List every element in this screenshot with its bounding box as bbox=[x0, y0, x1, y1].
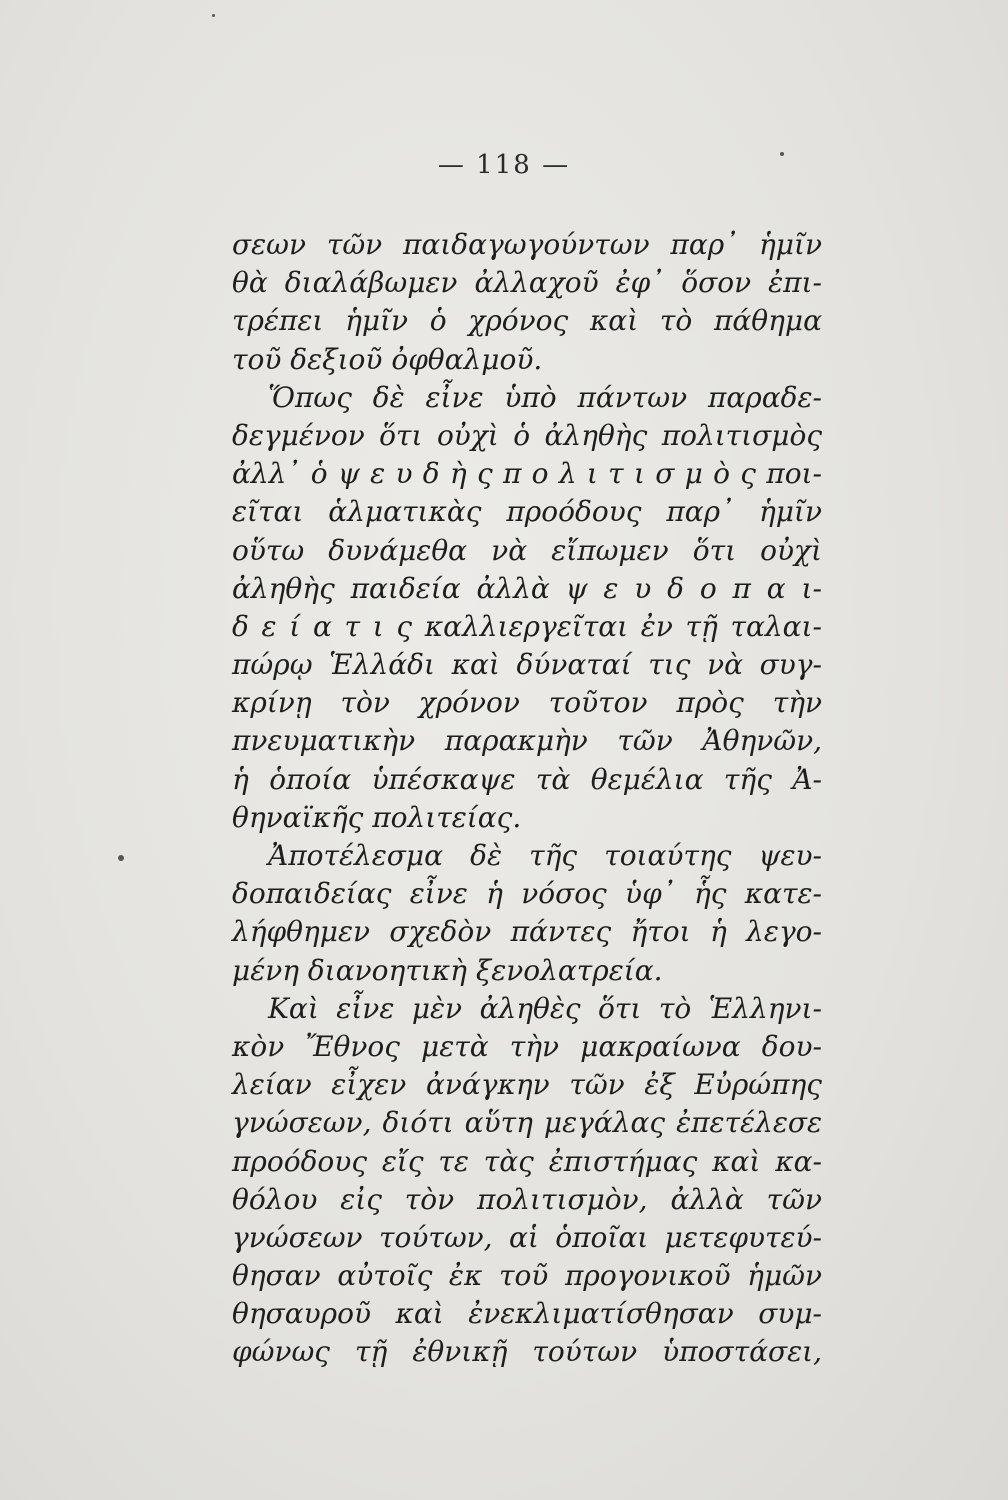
text-line: ἀλλ᾽ ὁ ψ ε υ δ ὴ ς π ο λ ι τ ι σ μ ὸ ς ποι- bbox=[232, 457, 822, 491]
text-line: κὸν Ἔθνος μετὰ τὴν μακραίωνα δου- bbox=[232, 1029, 822, 1063]
text-line: θηναϊκῆς πολιτείας. bbox=[232, 800, 522, 834]
text-line: Καὶ εἶνε μὲν ἀληθὲς ὅτι τὸ Ἑλληνι- bbox=[268, 991, 822, 1025]
page-number: — 118 — bbox=[437, 150, 571, 180]
text-line: Ἀποτέλεσμα δὲ τῆς τοιαύτης ψευ- bbox=[268, 839, 822, 872]
text-line: δ ε ί α τ ι ς καλλιεργεῖται ἐν τῇ ταλαι- bbox=[232, 609, 822, 643]
text-line: δεγμένον ὅτι οὐχὶ ὁ ἀληθὴς πολιτισμὸς bbox=[232, 418, 822, 452]
paper-speck bbox=[212, 14, 215, 17]
text-line: εῖται ἁλματικὰς προόδους παρ᾽ ἡμῖν bbox=[232, 495, 822, 529]
body-text bbox=[232, 226, 822, 1372]
text-line: τοῦ δεξιοῦ ὀφθαλμοῦ. bbox=[232, 342, 543, 376]
text-line: πώρῳ Ἑλλάδι καὶ δύναταί τις νὰ συγ- bbox=[232, 648, 822, 682]
text-line: Ὅπως δὲ εἶνε ὑπὸ πάντων παραδε- bbox=[268, 380, 822, 414]
text-line: σεων τῶν παιδαγωγούντων παρ᾽ ἡμῖν bbox=[232, 228, 822, 261]
text-line: φώνως τῇ ἐθνικῇ τούτων ὑποστάσει, bbox=[232, 1335, 822, 1369]
text-line: ἀληθὴς παιδεία ἀλλὰ ψ ε υ δ ο π α ι- bbox=[232, 571, 822, 605]
text-line: δοπαιδείας εἶνε ἡ νόσος ὑφ᾽ ἧς κατε- bbox=[232, 877, 822, 911]
text-line: πνευματικὴν παρακμὴν τῶν Ἀθηνῶν, bbox=[232, 724, 822, 758]
text-line: προόδους εἴς τε τὰς ἐπιστήμας καὶ κα- bbox=[232, 1144, 822, 1178]
text-line: γνώσεων τούτων, αἱ ὁποῖαι μετεφυτεύ- bbox=[232, 1220, 822, 1254]
text-line: λήφθημεν σχεδὸν πάντες ἤτοι ἡ λεγο- bbox=[232, 915, 822, 949]
text-line: θόλου εἰς τὸν πολιτισμὸν, ἀλλὰ τῶν bbox=[232, 1182, 822, 1216]
text-line: λείαν εἶχεν ἀνάγκην τῶν ἐξ Εὐρώπης bbox=[232, 1068, 822, 1102]
text-line: θησαυροῦ καὶ ἐνεκλιματίσθησαν συμ- bbox=[232, 1297, 822, 1331]
text-line: γνώσεων, διότι αὕτη μεγάλας ἐπετέλεσε bbox=[232, 1106, 822, 1140]
text-line: θὰ διαλάβωμεν ἀλλαχοῦ ἐφ᾽ ὅσον ἐπι- bbox=[232, 266, 822, 300]
text-line: τρέπει ἡμῖν ὁ χρόνος καὶ τὸ πάθημα bbox=[232, 304, 822, 338]
text-line: θησαν αὐτοῖς ἐκ τοῦ προγονικοῦ ἡμῶν bbox=[232, 1259, 822, 1293]
text-line: κρίνῃ τὸν χρόνον τοῦτον πρὸς τὴν bbox=[232, 686, 822, 720]
text-line: ἡ ὁποία ὑπέσκαψε τὰ θεμέλια τῆς Ἀ- bbox=[232, 762, 822, 796]
text-line: οὕτω δυνάμεθα νὰ εἴπωμεν ὅτι οὐχὶ bbox=[232, 533, 822, 567]
text-line: μένη διανοητικὴ ξενολατρεία. bbox=[232, 953, 663, 987]
paper-speck bbox=[118, 855, 124, 861]
